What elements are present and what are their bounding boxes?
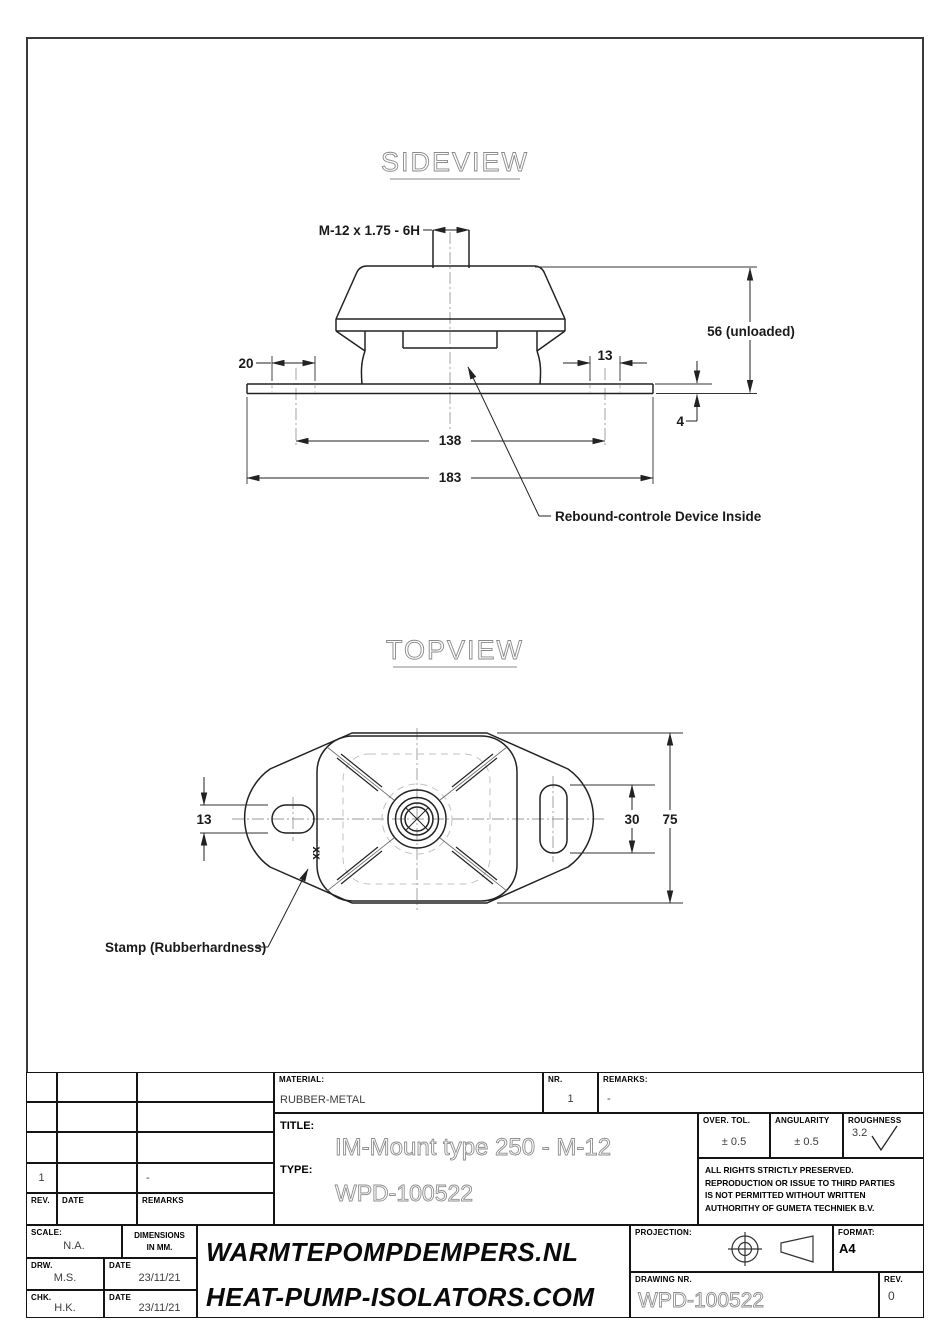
rebound-label: Rebound-controle Device Inside — [555, 509, 762, 524]
rev-cell — [137, 1072, 274, 1102]
top-centerlines — [232, 728, 606, 910]
rev-cell: 1 — [26, 1163, 57, 1193]
rev-cell — [137, 1132, 274, 1163]
side-view-title: SIDEVIEW — [380, 147, 530, 177]
nr-cell: NR. 1 — [543, 1072, 598, 1113]
dim-plate-thickness-4: 4 — [676, 414, 684, 429]
rev-cell — [137, 1102, 274, 1132]
dimension-lines — [247, 230, 750, 516]
chk-value: H.K. — [54, 1302, 76, 1314]
rev-cell — [26, 1132, 57, 1163]
rev-cell — [57, 1163, 137, 1193]
drawing-type: WPD-100522 — [335, 1180, 474, 1206]
rev-cell: - — [137, 1163, 274, 1193]
remarks-cell: REMARKS: - — [598, 1072, 924, 1113]
rev-cell-bottom: REV. 0 — [879, 1272, 924, 1318]
drawing-title: IM-Mount type 250 - M-12 — [335, 1134, 612, 1161]
top-view — [105, 635, 683, 955]
dimensions-note-cell — [122, 1225, 197, 1258]
roughness-cell: ROUGHNESS 3.2 — [843, 1113, 924, 1158]
date-header-cell: DATE — [57, 1193, 137, 1225]
format-value: A4 — [839, 1241, 856, 1256]
rev-cell — [26, 1102, 57, 1132]
website-nl: WARMTEPOMPDEMPERS.NL — [206, 1237, 579, 1267]
dim-top-slot-width-13: 13 — [196, 812, 212, 827]
dim-text-masks — [429, 322, 798, 486]
material-value: RUBBER-METAL — [280, 1093, 366, 1106]
extension-lines — [247, 267, 757, 484]
first-angle-projection-icon — [703, 1227, 833, 1271]
drawing-nr-cell: DRAWING NR. WPD-100522 — [630, 1272, 879, 1318]
surface-roughness-icon — [870, 1125, 900, 1153]
chk-cell: CHK. H.K. — [26, 1290, 104, 1318]
format-cell: FORMAT: A4 — [833, 1225, 924, 1272]
material-cell: MATERIAL: RUBBER-METAL — [274, 1072, 543, 1113]
stamp-label: Stamp (Rubberhardness) — [105, 940, 267, 955]
dim-slot-width-13: 13 — [597, 348, 613, 363]
website-com: HEAT-PUMP-ISOLATORS.COM — [206, 1282, 595, 1312]
projection-cell: PROJECTION: — [630, 1225, 833, 1272]
drw-value: M.S. — [53, 1272, 77, 1284]
dim-overall-length-183: 183 — [438, 470, 462, 485]
rev-cell — [57, 1072, 137, 1102]
copyright-line: REPRODUCTION OR ISSUE TO THIRD PARTIES — [705, 1177, 896, 1188]
drw-date-cell: DATE 23/11/21 — [104, 1258, 197, 1290]
stamp-mark: xx — [310, 846, 324, 860]
rev-cell — [57, 1132, 137, 1163]
type-label: TYPE: — [280, 1164, 313, 1176]
copyright-line: ALL RIGHTS STRICTLY PRESERVED. — [705, 1165, 854, 1175]
drw-cell: DRW. M.S. — [26, 1258, 104, 1290]
side-view — [238, 147, 798, 524]
company-cell — [197, 1225, 630, 1318]
rev-header-cell: REV. — [26, 1193, 57, 1225]
rev-cell — [57, 1102, 137, 1132]
remarks-value: - — [607, 1092, 611, 1105]
drw-date-value: 23/11/21 — [138, 1272, 181, 1284]
scale-cell: SCALE: N.A. — [26, 1225, 122, 1258]
dim-overall-width-75: 75 — [662, 812, 678, 827]
drawing-nr-value: WPD-100522 — [638, 1289, 765, 1312]
centerlines — [296, 232, 605, 450]
top-view-title: TOPVIEW — [385, 635, 525, 665]
scale-value: N.A. — [63, 1239, 85, 1252]
angularity-cell: ANGULARITY ± 0.5 — [770, 1113, 843, 1158]
chk-date-value: 23/11/21 — [138, 1302, 181, 1314]
angularity-value: ± 0.5 — [794, 1135, 819, 1148]
rev-cell — [26, 1072, 57, 1102]
chk-date-cell: DATE 23/11/21 — [104, 1290, 197, 1318]
mount-top-outline — [245, 733, 594, 903]
hidden-slot-edges — [272, 385, 620, 394]
remarks-header-cell: REMARKS — [137, 1193, 274, 1225]
dimensions-note: DIMENSIONS — [134, 1231, 185, 1241]
rev-value: 0 — [888, 1289, 895, 1303]
copyright-line: IS NOT PERMITTED WITHOUT WRITTEN — [705, 1190, 866, 1201]
dim-top-slot-length-30: 30 — [624, 812, 640, 827]
dim-height-56: 56 (unloaded) — [707, 324, 795, 339]
roughness-value: 3.2 — [852, 1127, 868, 1139]
nr-value: 1 — [567, 1092, 574, 1105]
over-tol-cell: OVER. TOL. ± 0.5 — [698, 1113, 770, 1158]
thread-callout: M-12 x 1.75 - 6H — [318, 223, 420, 238]
copyright-line: AUTHORITHY OF GUMETA TECHNIEK B.V. — [705, 1202, 875, 1213]
dim-hole-spacing-138: 138 — [438, 433, 462, 448]
title-label: TITLE: — [280, 1120, 315, 1132]
dimensions-note: IN MM. — [146, 1242, 173, 1252]
copyright-cell — [698, 1158, 924, 1225]
dim-slot-length-20: 20 — [238, 356, 254, 371]
title-type-cell — [274, 1113, 698, 1225]
over-tol-value: ± 0.5 — [721, 1135, 747, 1148]
